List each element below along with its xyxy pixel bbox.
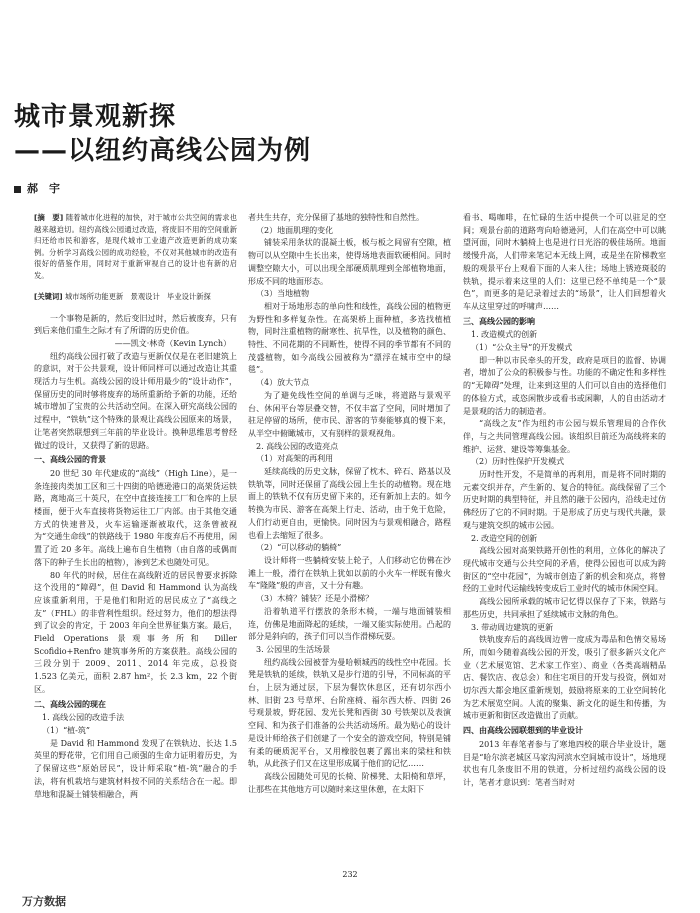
paragraph: 铁轨废弃后的高线周边曾一度成为毒品和色情交易场所，而如今随着高线公园的开发，吸引了很多新兴文化产业（艺术展览馆、艺术家工作室）、商业（各类高端精品店、餐饮店、夜总会）和住宅项目的开发与投资，例如对切尔西大都会地区重新规划，鼓励将原来的工业空间转化为艺术展览空间。人流的聚集、新文化的诞生和传播，为城市更新和街区改造做出了贡献。 xyxy=(463,635,666,721)
section-heading: 1. 改造模式的创新 xyxy=(471,330,538,340)
article-title-line2: ——以纽约高线公园为例 xyxy=(14,136,312,166)
paragraph: 铺装采用条状的混凝土板，板与板之间留有空隙，植物可以从空隙中生长出来，使得场地表面软硬相间。同时调整空隙大小，可以出现全部硬质肌理到全部植物地面，形成不同的地面形态。 xyxy=(248,238,451,286)
column-1 xyxy=(34,212,237,852)
article-title-line1: 城市景观新探 xyxy=(14,102,177,132)
section-heading: 3. 带动周边建筑的更新 xyxy=(471,622,554,632)
paragraph: 历时性开发，不是简单的再利用，而是将不同时期的元素交织并存，产生新的、复合的特征。高线保留了三个历史时期的典型特征，并且然的融于公园内，沿线走过仿佛经历了它的不同时期。于是形成了历史与现代共融，景观与建筑交织的城市公园。 xyxy=(463,470,666,530)
paragraph: 一个事物是新的，然后变旧过时，然后被废弃，只有到后来他们重生之际才有了所谓的历史价值。 xyxy=(34,313,237,336)
section-heading: （3）当地植物 xyxy=(256,289,310,299)
abstract-text: 随着城市化进程的加快，对于城市公共空间的需求也越来越迫切。纽约高线公园通过改造，将废旧不用的空间重新归还给市民和游客，是现代城市工业遗产改造更新的成功案例。分析学习高线公园的成功经验，不仅对其他城市的改造有很好的借鉴作用，同时对于重新审视自己的设计也有新的启发。 xyxy=(34,213,237,280)
section-heading: 2. 改造空间的创新 xyxy=(471,533,538,543)
paragraph: “高线之友”作为纽约市公园与娱乐管理局的合作伙伴，与之共同管理高线公园。该组织目前还为高线将来的维护、运营、建设等筹集基金。 xyxy=(463,419,666,454)
paragraph: 纽约高线公园打破了改造与更新仅仅是在老旧建筑上的意识，对于公共景观，设计师同样可以通过改造让其重现活力与生机。高线公园的设计师用最少的“设计动作”，保留历史的同时够将废弃的场所重新给予新的功能，还给城市增加了宝贵的公共活动空间。在深入研究高线公园的过程中，“铁轨”这个特殊的景观让高线公园原来的场景，让笔者突然联想到三年前的毕业设计。换种思维思考曾经做过的设计，又获得了新的思路。 xyxy=(34,351,237,450)
paragraph: 相对于场地形态的单向性和线性，高线公园的植物更为野性和多样复杂性。在高架桥上面种植，多选找植植物，同时注重植物的耐寒性、抗旱性，以及植物的颜色、特性、不同花期的不同断性，使得不同的季节都有不同的茂盛植物，如今高线公园被称为“漂浮在城市空中的绿毯”。 xyxy=(248,301,451,375)
section-heading: （3）木椅？铺装？还是小滑梯？ xyxy=(256,594,374,604)
section-heading: （4）放大节点 xyxy=(256,378,310,388)
section-heading: 3. 公园里的生活场景 xyxy=(256,644,331,654)
paragraph: 高线公园对高架铁路开创性的利用，立体化的解决了现代城市交通与公共空间的矛盾，使得公园也可以成为跨街区的“空中花园”，为城市创造了新的机会和亮点，将曾经的工业时代运输线转变成后工业时代的城市休闲空间。 xyxy=(463,546,666,594)
paragraph: 者共生共存，充分保留了基地的独特性和自然性。 xyxy=(248,213,424,222)
author-name: 郝 宇 xyxy=(27,182,60,195)
publisher-watermark: 万方数据 xyxy=(22,895,66,908)
column-3 xyxy=(463,212,666,852)
column-3-body xyxy=(463,212,666,790)
page-number: 232 xyxy=(342,870,358,879)
section-heading: （1）对高架的再利用 xyxy=(256,454,334,464)
paragraph: 沿着轨道平行摆放的条形木椅，一端与地面铺装相连，仿佛是地面降起的延续，一端又能实际使用。凸起的部分是斜向的，孩子们可以当作滑梯玩耍。 xyxy=(248,606,451,642)
keywords xyxy=(34,291,237,303)
section-heading: （1）“公众主导”的开发模式 xyxy=(471,343,573,353)
paragraph: 为了避免线性空间的单调与乏味，将道路与景观平台、休闲平台等层叠交替，不仅丰富了空间，同时增加了驻足停留的场所，使市民、游客的节奏能够真的慢下来，从半空中俯瞰城市，又有别样的景观视角。 xyxy=(248,390,451,438)
paragraph: 高线公园所承载的城市记忆得以保存了下来，铁路与那些历史，共同承担了延续城市文脉的角色。 xyxy=(463,597,666,619)
paragraph: 延续高线的历史文脉，保留了枕木、碎石、路基以及铁轨等，同时还保留了高线公园上生长的动植物。现在地面上的铁轨不仅有历史留下来的，还有新加上去的。如今转换为市民、游客在高架上行走、活动，由于免于危险，人们行动更自由，更愉快。同时因为与景观相融合，路程也看上去缩短了很多。 xyxy=(248,467,451,540)
paragraph: 是 David 和 Hammond 发现了在铁轨边、长达 1.5 英里的野花带，它们用自己顽强的生命力证明着历史，为了保留这些“原始居民”，设计师采取“植-筑”融合的手法，将有机栽培与建筑材料按不同的关系结合在一起。即草地和混凝土铺装相融合，两 xyxy=(34,738,237,799)
paragraph: 即一种以市民牵头的开发，政府是项目的监督、协调者，增加了公众的积极参与性。功能的不确定性和多样性的“无障碍”处理，让来到这里的人们可以自由的选择他们的体验方式，或恣闲散步或看书或闲聊，人的自由活动才是景观的活力的制造者。 xyxy=(463,355,666,416)
section-heading: 二、高线公园的现在 xyxy=(34,699,106,709)
author xyxy=(14,180,60,196)
section-heading: 2. 高线公园的改造亮点 xyxy=(256,441,339,451)
section-heading: 一、高线公园的背景 xyxy=(34,455,106,465)
paragraph: 2013 年春笔者参与了寒地四校的联合毕业设计，题目是“哈尔滨老城区马家沟河滨水空间城市设计”，场地现状也有几条废旧不用的铁道，分析过纽约高线公园的设计，笔者才意识到：笔者当时对 xyxy=(463,739,666,787)
section-heading: （2）“可以移动的躺椅” xyxy=(256,543,342,553)
section-heading: （2）地面肌理的变化 xyxy=(256,225,334,235)
column-2 xyxy=(248,212,451,852)
abstract xyxy=(34,212,237,281)
section-heading: （2）历时性保护开发模式 xyxy=(471,457,565,467)
section-heading: 三、高线公园的影响 xyxy=(463,316,535,326)
paragraph: 纽约高线公园被誉为曼哈顿城西的线性空中花园。长凳是铁轨的延续，铁轨又是步行道的引导，不同标高的平台，上层为通过层，下层为餐饮休息区，还有切尔西小林、旧街 23 号草坪、台阶座椅、福尔西大桥、四街 26 号观景坡，野花园、发光长凳和西街 30 号铁架以及表演空间、和为孩子们准备的公共活动场所。最为贴心的设计是设计师给孩子们创建了一个安全的游戏空间，特别是铺有柔的硬质泥平台，又用橡胶包裹了露出来的梁柱和铁轨，从此孩子们又在这里形成属于他们的记忆…… xyxy=(248,657,451,769)
section-heading: 1. 高线公园的改造手法 xyxy=(42,713,125,723)
paragraph: 80 年代的时候，居住在高线附近的居民曾要求拆除这个没用的“障碍”，但 David 和 Hammond 认为高线应该重新利用，于是他们和附近的居民成立了“高线之友”（FHL）的非营利性组织。经过努力，他们的想法得到了议会的肯定，于 2003 年向全世界征集方案。最后，Field Operations 景观事务所和 Diller Scofidio+Renfro 建筑事务所的方案获胜。高线公园的三段分别于 2009、2011、2014 年完成，总投资 1.523 亿美元，面积 2.87 hm²，长 2.3 km，22 个街区。 xyxy=(34,570,237,694)
keywords-label: [关键词] xyxy=(34,292,63,301)
column-2-body xyxy=(248,212,451,796)
paragraph: 设计师将一些躺椅安装上轮子，人们移动它仿佛在沙滩上一般，滑行在铁轨上犹如以前的小火车一样既有像火车“隆隆”般的声音，又十分有趣。 xyxy=(248,555,451,591)
section-heading: 四、由高线公园联想到的毕业设计 xyxy=(463,726,583,736)
paragraph: ——凯文·林奇（Kevin Lynch） xyxy=(114,338,231,348)
paragraph: 高线公园随处可见的长椅、阶梯凳、太阳椅和草坪，让那些在其他地方可以随时来这里休憩，在太阳下 xyxy=(248,771,451,794)
column-1-body xyxy=(34,313,237,802)
paragraph: 20 世纪 30 年代建成的“高线”（High Line），是一条连接肉类加工区和三十四街的哈德逊港口的高架货运铁路，离地高三十英尺，在空中直接连接工厂和仓库的上层楼面，便于火车直接将货物运往工厂内部。由于其他交通方式的快速普及，火车运输逐渐被取代，这条曾被视为“交通生命线”的铁路线于 1980 年废弃后不再使用，闲置了近 20 多年。高线上遍布自生植物（由自落的或偶而落下的种子生长出的植物），渗到艺术也随处可见。 xyxy=(34,468,237,567)
section-heading: （1）“植-筑” xyxy=(42,726,90,735)
square-bullet-icon xyxy=(14,186,21,193)
keywords-text: 城市场所功能更新 景观设计 毕业设计新探 xyxy=(64,292,211,301)
abstract-label: [摘 要] xyxy=(34,213,64,222)
paragraph: 看书、喝咖啡，在忙碌的生活中提供一个可以驻足的空间；观景台前的道路弯向哈德逊河，人们在高空中可以眺望河面，同时木躺椅上也是进行日光浴的极佳场所。地面缓慢升高，人们带来笔记本无线上网，或是坐在阶梯教室般的观景平台上观看下面的人来人往；场地上锈迹斑驳的铁轨，提示着来这里的人们：这里已经不单纯是一个“景色”，而更多的是记录着过去的“场景”，让人们回想着火车从这里穿过的呼啸声…… xyxy=(463,213,666,311)
